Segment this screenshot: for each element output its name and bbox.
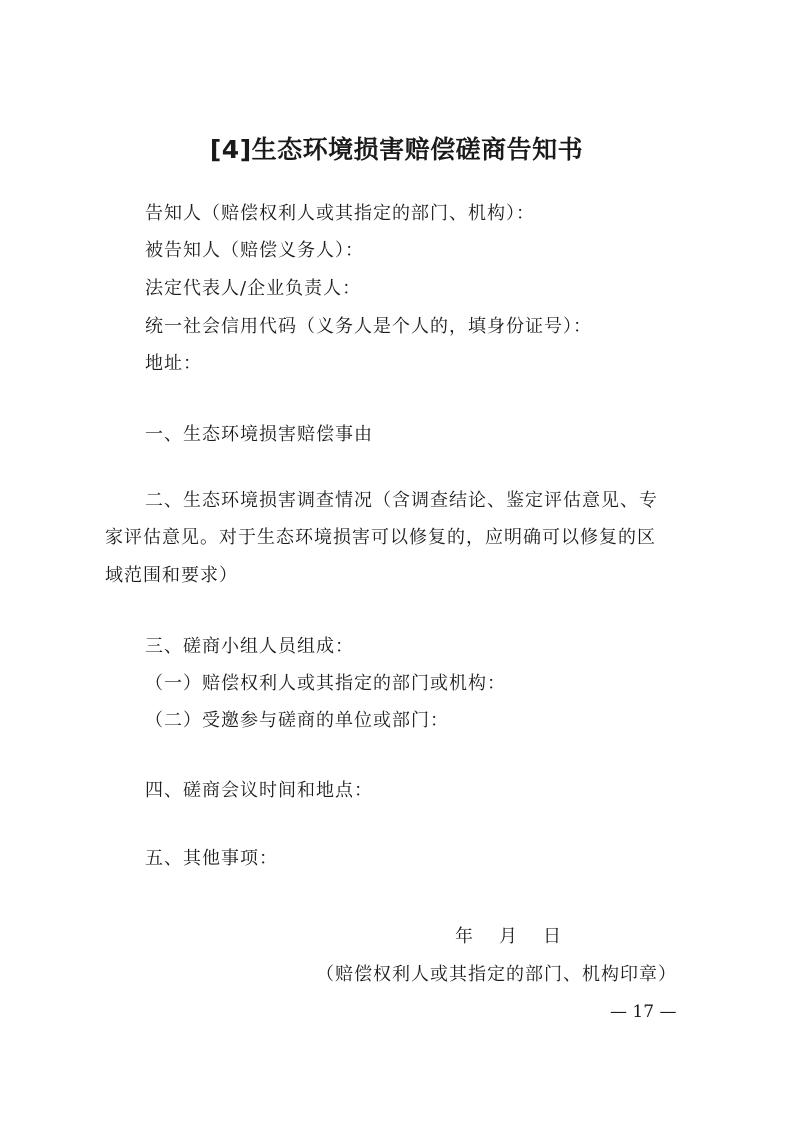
document-title: [4]生态环境损害赔偿磋商告知书	[209, 135, 584, 164]
notifier-field: 告知人（赔偿权利人或其指定的部门、机构）：	[145, 203, 535, 224]
notified-party-field: 被告知人（赔偿义务人）：	[145, 240, 364, 261]
section-2-line-1: 二、生态环境损害调查情况（含调查结论、鉴定评估意见、专	[145, 490, 658, 511]
seal-note: （赔偿权利人或其指定的部门、机构印章）	[316, 964, 677, 985]
section-2-line-3: 域范围和要求）	[105, 565, 238, 586]
credit-code-field: 统一社会信用代码（义务人是个人的，填身份证号）：	[145, 316, 592, 337]
address-field: 地址：	[145, 353, 202, 374]
date-day: 日	[543, 926, 561, 947]
date-month: 月	[499, 926, 517, 947]
section-5-heading: 五、其他事项：	[145, 848, 278, 869]
page-number: — 17 —	[610, 1002, 677, 1022]
legal-representative-field: 法定代表人/企业负责人：	[145, 278, 362, 299]
signature-date	[455, 922, 561, 948]
section-3-item-1: （一）赔偿权利人或其指定的部门或机构：	[145, 673, 506, 694]
section-2-line-2: 家评估意见。对于生态环境损害可以修复的，应明确可以修复的区	[105, 527, 656, 548]
section-1-heading: 一、生态环境损害赔偿事由	[145, 424, 373, 445]
section-4-heading: 四、磋商会议时间和地点：	[145, 780, 373, 801]
section-3-item-2: （二）受邀参与磋商的单位或部门：	[145, 710, 449, 731]
date-year: 年	[455, 926, 473, 947]
section-3-heading: 三、磋商小组人员组成：	[145, 636, 354, 657]
